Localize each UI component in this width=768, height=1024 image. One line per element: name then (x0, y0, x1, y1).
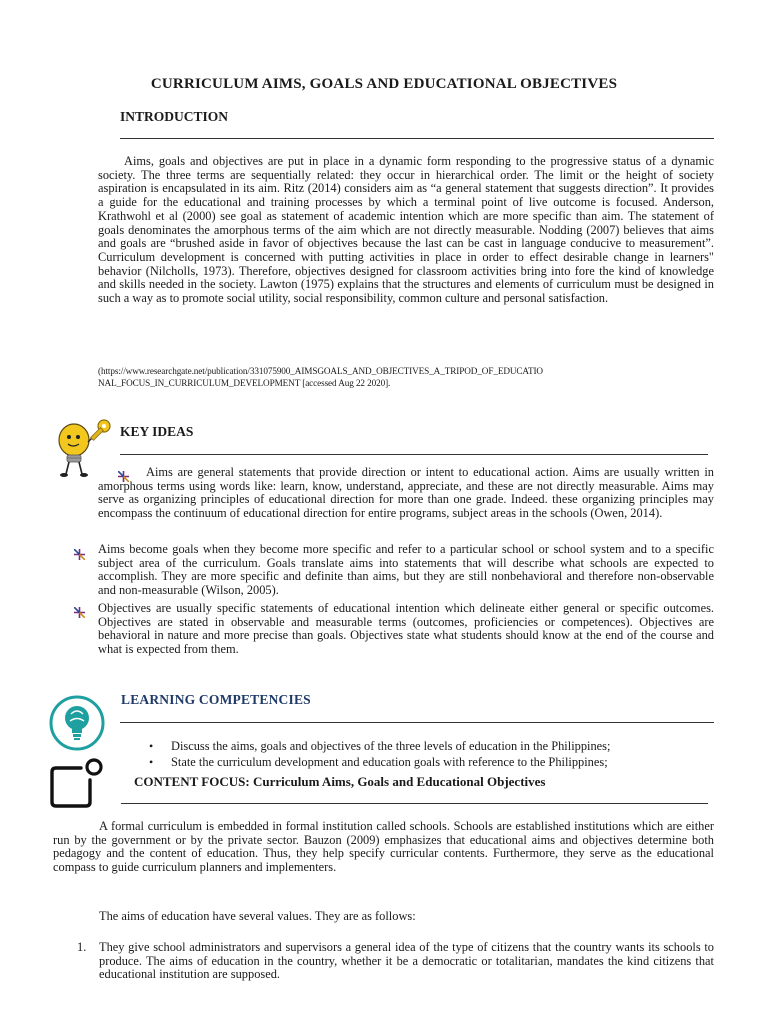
learning-competencies-rule (120, 722, 714, 723)
competency-item: • State the curriculum development and education goals with reference to the Philippines; (145, 754, 715, 770)
bullet-icon (74, 605, 85, 623)
content-focus-icon (48, 758, 106, 808)
content-focus-text: Curriculum Aims, Goals and Educational Objectives (252, 774, 546, 789)
document-title: CURRICULUM AIMS, GOALS AND EDUCATIONAL OBJECTIVES (150, 76, 618, 92)
values-intro: The aims of education have several values. They are as follows: (99, 909, 416, 923)
key-ideas-heading: KEY IDEAS (120, 424, 194, 439)
content-focus-label: CONTENT FOCUS: (134, 774, 250, 789)
brain-bulb-icon (48, 694, 106, 752)
introduction-rule (120, 138, 714, 139)
source-citation (98, 365, 714, 389)
body-paragraph: A formal curriculum is embedded in formal institution called schools. Schools are established institutions which are either run by the government or by the private sector. Bauzon (2009) emphasizes that educational aims and objectives determine both pedagogy and the content of education. Thus, they help specify curricular contents. Furthermore, they serve as the educational compass to guide curriculum planners and implementers. (53, 819, 714, 875)
key-ideas-rule (120, 454, 708, 455)
bullet-icon (74, 547, 85, 565)
content-focus (134, 774, 545, 790)
content-focus-rule (121, 803, 708, 804)
values-list-item: They give school administrators and supervisors a general idea of the type of citizens that the country wants its schools to produce. The aims of education in the country, whether it be a democratic or totalitarian, mandates the kind citizens that educational institution are supposed. (99, 940, 714, 982)
competency-item: • Discuss the aims, goals and objectives of the three levels of education in the Philippines; (145, 738, 715, 754)
key-idea-item: Aims are general statements that provide direction or intent to educational action. Aims are usually written in amorphous terms using words like: learn, know, understand, appreciate, and these are not directly measurable. Aims may serve as organizing principles of educational direction for more than one grade. Indeed. these organizing principles may encompass the continuum of educational direction for entire programs, subject areas in the schools (Owen, 2014). (98, 465, 714, 521)
key-idea-item: Objectives are usually specific statements of educational intention which delineate either general or specific outcomes. Objectives are stated in observable and measurable terms (outcomes, proficiencies or competences). Objectives are behavioral in nature and more precise than goals. Objectives state what students should know at the end of the course and what is expected from them. (98, 601, 714, 657)
key-idea-item: Aims become goals when they become more specific and refer to a particular school or school system and to a specific subject area of the curriculum. Goals translate aims into statements that will describe what schools are expected to accomplish. They are more specific and definite than aims, but they are still nonbehavioral and therefore non-observable and non-measurable (Wilson, 2005). (98, 542, 714, 598)
learning-competencies-heading: LEARNING COMPETENCIES (121, 692, 311, 707)
list-number: 1. (77, 940, 87, 954)
introduction-heading: INTRODUCTION (120, 109, 229, 124)
competencies-list (145, 738, 715, 770)
source-line-1: (https://www.researchgate.net/publication/331075900_AIMSGOALS_AND_OBJECTIVES_A_TRIPOD_OF_EDUCATIO (98, 366, 543, 376)
source-line-2: NAL_FOCUS_IN_CURRICULUM_DEVELOPMENT [accessed Aug 22 2020]. (98, 378, 391, 388)
introduction-paragraph: Aims, goals and objectives are put in place in a dynamic form responding to the progressive status of a dynamic society. The three terms are sequentially related: they occur in hierarchical order. The limit or the height of society aspiration is encapsulated in its aim. Ritz (2014) considers aim as “a general statement that suggests direction”. It provides a guide for the educational and training processes by which a terminal point of live outcome is focused. Anderson, Krathwohl et al (2000) see goal as statement of academic intention which are more specific than aim. The statement of goals denominates the amorphous terms of the aim which are not directly measurable. Nodding (2007) believes that aims and goals are “brushed aside in favor of objectives because the last can be cast in language conducive to measurement”. Curriculum development is concerned with putting activities in place in order to effect desirable change in learners" behavior (Nilcholls, 1973). Therefore, objectives designed for classroom activities bring into fore the kind of knowledge and skills needed in the society. Lawton (1975) explains that the structures and elements of curriculum must be designed in such a way as to promote social utility, social responsibility, common culture and personal satisfaction. (98, 154, 714, 306)
